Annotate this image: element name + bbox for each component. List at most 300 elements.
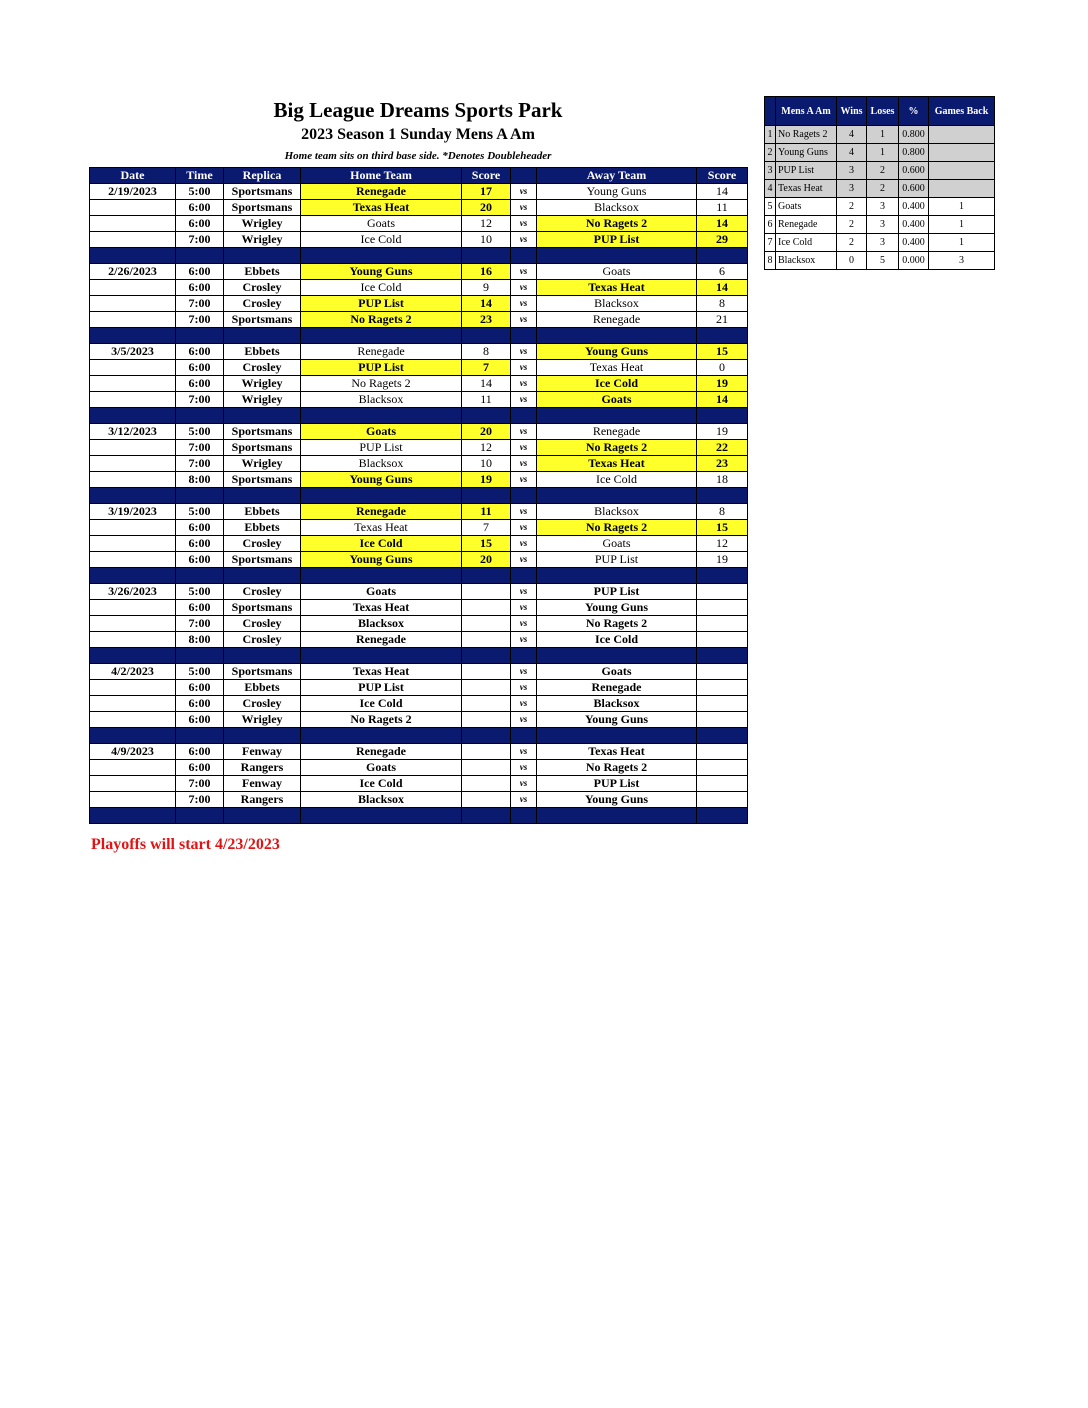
week-separator [90, 488, 748, 504]
standings-pct: 0.400 [899, 234, 929, 252]
standings-rank: 5 [765, 198, 776, 216]
vs-label: vs [511, 712, 537, 728]
schedule-table [89, 167, 748, 824]
game-field: Crosley [224, 696, 301, 712]
standings-header-row [765, 97, 995, 126]
separator-cell [697, 248, 748, 264]
vs-label: vs [511, 632, 537, 648]
separator-cell [224, 248, 301, 264]
game-time: 6:00 [176, 536, 224, 552]
game-date [90, 632, 176, 648]
standings-pct: 0.800 [899, 126, 929, 144]
game-time: 6:00 [176, 696, 224, 712]
column-header: Replica [224, 168, 301, 184]
standings-pct: 0.400 [899, 198, 929, 216]
separator-cell [697, 568, 748, 584]
home-score: 17 [462, 184, 511, 200]
game-field: Crosley [224, 280, 301, 296]
separator-cell [176, 808, 224, 824]
home-team: Ice Cold [301, 776, 462, 792]
game-row [90, 264, 748, 280]
away-team: Goats [537, 664, 697, 680]
away-score: 15 [697, 344, 748, 360]
home-score [462, 680, 511, 696]
separator-cell [537, 328, 697, 344]
separator-cell [301, 728, 462, 744]
game-time: 6:00 [176, 200, 224, 216]
home-score: 14 [462, 296, 511, 312]
standings-games-back [929, 126, 995, 144]
game-date [90, 312, 176, 328]
game-time: 6:00 [176, 264, 224, 280]
away-score: 29 [697, 232, 748, 248]
standings-losses: 1 [867, 144, 899, 162]
separator-cell [176, 328, 224, 344]
away-team: Texas Heat [537, 456, 697, 472]
game-time: 5:00 [176, 184, 224, 200]
home-team: No Ragets 2 [301, 712, 462, 728]
vs-label: vs [511, 424, 537, 440]
away-score [697, 616, 748, 632]
standings-team: Renegade [776, 216, 837, 234]
game-time: 5:00 [176, 584, 224, 600]
away-score [697, 760, 748, 776]
separator-cell [301, 248, 462, 264]
home-score [462, 600, 511, 616]
game-field: Crosley [224, 584, 301, 600]
separator-cell [537, 488, 697, 504]
standings-losses: 3 [867, 198, 899, 216]
game-row [90, 472, 748, 488]
separator-cell [511, 648, 537, 664]
separator-cell [90, 808, 176, 824]
standings-pct: 0.000 [899, 252, 929, 270]
game-row [90, 744, 748, 760]
game-field: Rangers [224, 760, 301, 776]
away-score: 21 [697, 312, 748, 328]
standings-column-header: Games Back [929, 97, 995, 126]
separator-cell [537, 728, 697, 744]
away-team: No Ragets 2 [537, 760, 697, 776]
game-time: 6:00 [176, 344, 224, 360]
separator-cell [537, 248, 697, 264]
game-field: Fenway [224, 744, 301, 760]
away-team: Young Guns [537, 184, 697, 200]
away-score: 19 [697, 424, 748, 440]
standings-losses: 2 [867, 162, 899, 180]
standings-rank: 7 [765, 234, 776, 252]
standings-team: Ice Cold [776, 234, 837, 252]
home-score [462, 712, 511, 728]
game-field: Wrigley [224, 216, 301, 232]
home-team: Renegade [301, 632, 462, 648]
game-date [90, 696, 176, 712]
week-separator [90, 728, 748, 744]
separator-cell [697, 728, 748, 744]
away-team: PUP List [537, 232, 697, 248]
game-row [90, 312, 748, 328]
standings-games-back: 1 [929, 234, 995, 252]
column-header: Score [697, 168, 748, 184]
game-row [90, 456, 748, 472]
separator-cell [224, 328, 301, 344]
game-time: 7:00 [176, 792, 224, 808]
playoffs-notice: Playoffs will start 4/23/2023 [91, 836, 280, 853]
separator-cell [90, 488, 176, 504]
separator-cell [462, 648, 511, 664]
game-field: Sportsmans [224, 552, 301, 568]
column-header: Date [90, 168, 176, 184]
game-row [90, 360, 748, 376]
vs-label: vs [511, 600, 537, 616]
away-score: 22 [697, 440, 748, 456]
game-date: 2/26/2023 [90, 264, 176, 280]
game-row [90, 760, 748, 776]
game-field: Wrigley [224, 392, 301, 408]
home-team: Texas Heat [301, 200, 462, 216]
away-team: PUP List [537, 552, 697, 568]
game-row [90, 504, 748, 520]
vs-label: vs [511, 440, 537, 456]
week-separator [90, 568, 748, 584]
separator-cell [511, 408, 537, 424]
away-score: 14 [697, 280, 748, 296]
vs-label: vs [511, 216, 537, 232]
away-team: Young Guns [537, 344, 697, 360]
game-field: Ebbets [224, 520, 301, 536]
away-team: Texas Heat [537, 280, 697, 296]
game-row [90, 600, 748, 616]
vs-label: vs [511, 680, 537, 696]
game-time: 7:00 [176, 440, 224, 456]
standings-wins: 4 [837, 126, 867, 144]
schedule-header-row [90, 168, 748, 184]
standings-losses: 3 [867, 216, 899, 234]
game-time: 7:00 [176, 232, 224, 248]
home-team: Young Guns [301, 264, 462, 280]
game-row [90, 200, 748, 216]
game-time: 6:00 [176, 280, 224, 296]
home-team: Ice Cold [301, 280, 462, 296]
away-score [697, 792, 748, 808]
away-score [697, 584, 748, 600]
game-row [90, 376, 748, 392]
away-team: No Ragets 2 [537, 520, 697, 536]
vs-label: vs [511, 344, 537, 360]
home-score: 7 [462, 520, 511, 536]
standings-column-header: Loses [867, 97, 899, 126]
vs-label: vs [511, 184, 537, 200]
game-time: 6:00 [176, 712, 224, 728]
separator-cell [224, 568, 301, 584]
separator-cell [462, 408, 511, 424]
home-team: Young Guns [301, 472, 462, 488]
vs-label: vs [511, 504, 537, 520]
standings-losses: 3 [867, 234, 899, 252]
game-time: 5:00 [176, 664, 224, 680]
vs-label: vs [511, 616, 537, 632]
away-score: 18 [697, 472, 748, 488]
column-header: Away Team [537, 168, 697, 184]
separator-cell [697, 808, 748, 824]
standings-row [765, 180, 995, 198]
home-score: 23 [462, 312, 511, 328]
away-team: PUP List [537, 584, 697, 600]
away-team: Blacksox [537, 296, 697, 312]
home-team: Ice Cold [301, 696, 462, 712]
game-field: Sportsmans [224, 424, 301, 440]
column-header [511, 168, 537, 184]
game-row [90, 552, 748, 568]
vs-label: vs [511, 264, 537, 280]
vs-label: vs [511, 696, 537, 712]
vs-label: vs [511, 520, 537, 536]
game-date [90, 440, 176, 456]
week-separator [90, 328, 748, 344]
game-date: 3/26/2023 [90, 584, 176, 600]
standings-games-back: 3 [929, 252, 995, 270]
vs-label: vs [511, 472, 537, 488]
standings-pct: 0.600 [899, 162, 929, 180]
away-score [697, 632, 748, 648]
away-score: 12 [697, 536, 748, 552]
away-score [697, 744, 748, 760]
separator-cell [697, 328, 748, 344]
game-field: Fenway [224, 776, 301, 792]
separator-cell [462, 728, 511, 744]
away-team: Young Guns [537, 600, 697, 616]
game-time: 7:00 [176, 392, 224, 408]
home-score: 7 [462, 360, 511, 376]
separator-cell [511, 728, 537, 744]
standings-wins: 3 [837, 162, 867, 180]
separator-cell [224, 728, 301, 744]
game-date [90, 792, 176, 808]
game-time: 7:00 [176, 312, 224, 328]
game-date: 4/2/2023 [90, 664, 176, 680]
column-header: Score [462, 168, 511, 184]
standings-pct: 0.800 [899, 144, 929, 162]
standings-team: Goats [776, 198, 837, 216]
game-field: Crosley [224, 296, 301, 312]
week-separator [90, 248, 748, 264]
game-date [90, 360, 176, 376]
game-field: Ebbets [224, 504, 301, 520]
separator-cell [301, 648, 462, 664]
game-row [90, 344, 748, 360]
home-score: 9 [462, 280, 511, 296]
separator-cell [224, 808, 301, 824]
away-team: Renegade [537, 424, 697, 440]
game-time: 6:00 [176, 760, 224, 776]
separator-cell [511, 248, 537, 264]
home-team: Blacksox [301, 792, 462, 808]
game-field: Wrigley [224, 456, 301, 472]
away-score: 19 [697, 552, 748, 568]
separator-cell [301, 568, 462, 584]
separator-cell [176, 728, 224, 744]
away-score: 14 [697, 216, 748, 232]
standings-column-header: Wins [837, 97, 867, 126]
standings-column-header: % [899, 97, 929, 126]
away-team: Blacksox [537, 200, 697, 216]
away-team: No Ragets 2 [537, 616, 697, 632]
home-score: 20 [462, 200, 511, 216]
standings-losses: 1 [867, 126, 899, 144]
separator-cell [462, 248, 511, 264]
standings-games-back [929, 162, 995, 180]
home-team: Renegade [301, 344, 462, 360]
standings-rank: 8 [765, 252, 776, 270]
home-team: PUP List [301, 440, 462, 456]
separator-cell [462, 328, 511, 344]
game-row [90, 696, 748, 712]
separator-cell [224, 488, 301, 504]
standings-losses: 2 [867, 180, 899, 198]
separator-cell [697, 648, 748, 664]
standings-pct: 0.600 [899, 180, 929, 198]
separator-cell [697, 408, 748, 424]
vs-label: vs [511, 456, 537, 472]
standings-column-header [765, 97, 776, 126]
separator-cell [90, 248, 176, 264]
game-time: 6:00 [176, 552, 224, 568]
standings-row [765, 198, 995, 216]
home-team: Renegade [301, 504, 462, 520]
separator-cell [511, 328, 537, 344]
away-score: 19 [697, 376, 748, 392]
vs-label: vs [511, 552, 537, 568]
away-team: Texas Heat [537, 744, 697, 760]
separator-cell [90, 328, 176, 344]
vs-label: vs [511, 296, 537, 312]
standings-rank: 1 [765, 126, 776, 144]
home-team: Young Guns [301, 552, 462, 568]
home-score [462, 584, 511, 600]
standings-team: Blacksox [776, 252, 837, 270]
away-team: No Ragets 2 [537, 440, 697, 456]
vs-label: vs [511, 664, 537, 680]
separator-cell [90, 728, 176, 744]
away-score [697, 712, 748, 728]
separator-cell [224, 408, 301, 424]
away-score: 8 [697, 504, 748, 520]
game-date [90, 600, 176, 616]
week-separator [90, 648, 748, 664]
game-field: Wrigley [224, 712, 301, 728]
game-time: 6:00 [176, 360, 224, 376]
separator-cell [301, 808, 462, 824]
separator-cell [511, 488, 537, 504]
game-field: Crosley [224, 632, 301, 648]
game-row [90, 184, 748, 200]
vs-label: vs [511, 584, 537, 600]
game-row [90, 632, 748, 648]
game-date [90, 216, 176, 232]
home-score [462, 760, 511, 776]
home-team: Goats [301, 424, 462, 440]
standings-games-back: 1 [929, 198, 995, 216]
game-row [90, 216, 748, 232]
home-team: PUP List [301, 680, 462, 696]
home-score: 20 [462, 552, 511, 568]
home-team: Texas Heat [301, 520, 462, 536]
game-row [90, 776, 748, 792]
separator-cell [176, 568, 224, 584]
separator-cell [511, 568, 537, 584]
away-score: 6 [697, 264, 748, 280]
away-score [697, 776, 748, 792]
game-date: 2/19/2023 [90, 184, 176, 200]
separator-cell [90, 568, 176, 584]
standings-row [765, 162, 995, 180]
game-field: Wrigley [224, 232, 301, 248]
away-team: Goats [537, 536, 697, 552]
game-date [90, 536, 176, 552]
game-field: Ebbets [224, 680, 301, 696]
game-time: 6:00 [176, 680, 224, 696]
game-date: 3/12/2023 [90, 424, 176, 440]
page-note: Home team sits on third base side. *Denotes Doubleheader [284, 150, 552, 162]
game-time: 8:00 [176, 632, 224, 648]
standings-team: No Ragets 2 [776, 126, 837, 144]
home-score: 14 [462, 376, 511, 392]
separator-cell [301, 488, 462, 504]
away-score [697, 696, 748, 712]
game-field: Sportsmans [224, 440, 301, 456]
standings-wins: 0 [837, 252, 867, 270]
away-score: 15 [697, 520, 748, 536]
separator-cell [176, 408, 224, 424]
vs-label: vs [511, 776, 537, 792]
game-time: 6:00 [176, 376, 224, 392]
standings-rank: 2 [765, 144, 776, 162]
game-date [90, 616, 176, 632]
game-date [90, 712, 176, 728]
game-time: 5:00 [176, 504, 224, 520]
separator-cell [90, 408, 176, 424]
standings-games-back [929, 144, 995, 162]
home-score: 8 [462, 344, 511, 360]
away-team: Ice Cold [537, 376, 697, 392]
home-score [462, 696, 511, 712]
game-field: Sportsmans [224, 200, 301, 216]
game-row [90, 280, 748, 296]
home-score: 10 [462, 232, 511, 248]
standings-row [765, 126, 995, 144]
home-score: 11 [462, 392, 511, 408]
game-field: Ebbets [224, 264, 301, 280]
away-team: Texas Heat [537, 360, 697, 376]
game-date [90, 552, 176, 568]
away-score: 14 [697, 392, 748, 408]
separator-cell [462, 808, 511, 824]
standings-team: Texas Heat [776, 180, 837, 198]
standings-rank: 3 [765, 162, 776, 180]
standings-games-back [929, 180, 995, 198]
column-header: Home Team [301, 168, 462, 184]
separator-cell [537, 808, 697, 824]
separator-cell [462, 568, 511, 584]
home-score: 12 [462, 440, 511, 456]
game-date [90, 232, 176, 248]
home-team: Renegade [301, 184, 462, 200]
standings-wins: 3 [837, 180, 867, 198]
vs-label: vs [511, 360, 537, 376]
home-score [462, 632, 511, 648]
separator-cell [176, 488, 224, 504]
home-score: 20 [462, 424, 511, 440]
